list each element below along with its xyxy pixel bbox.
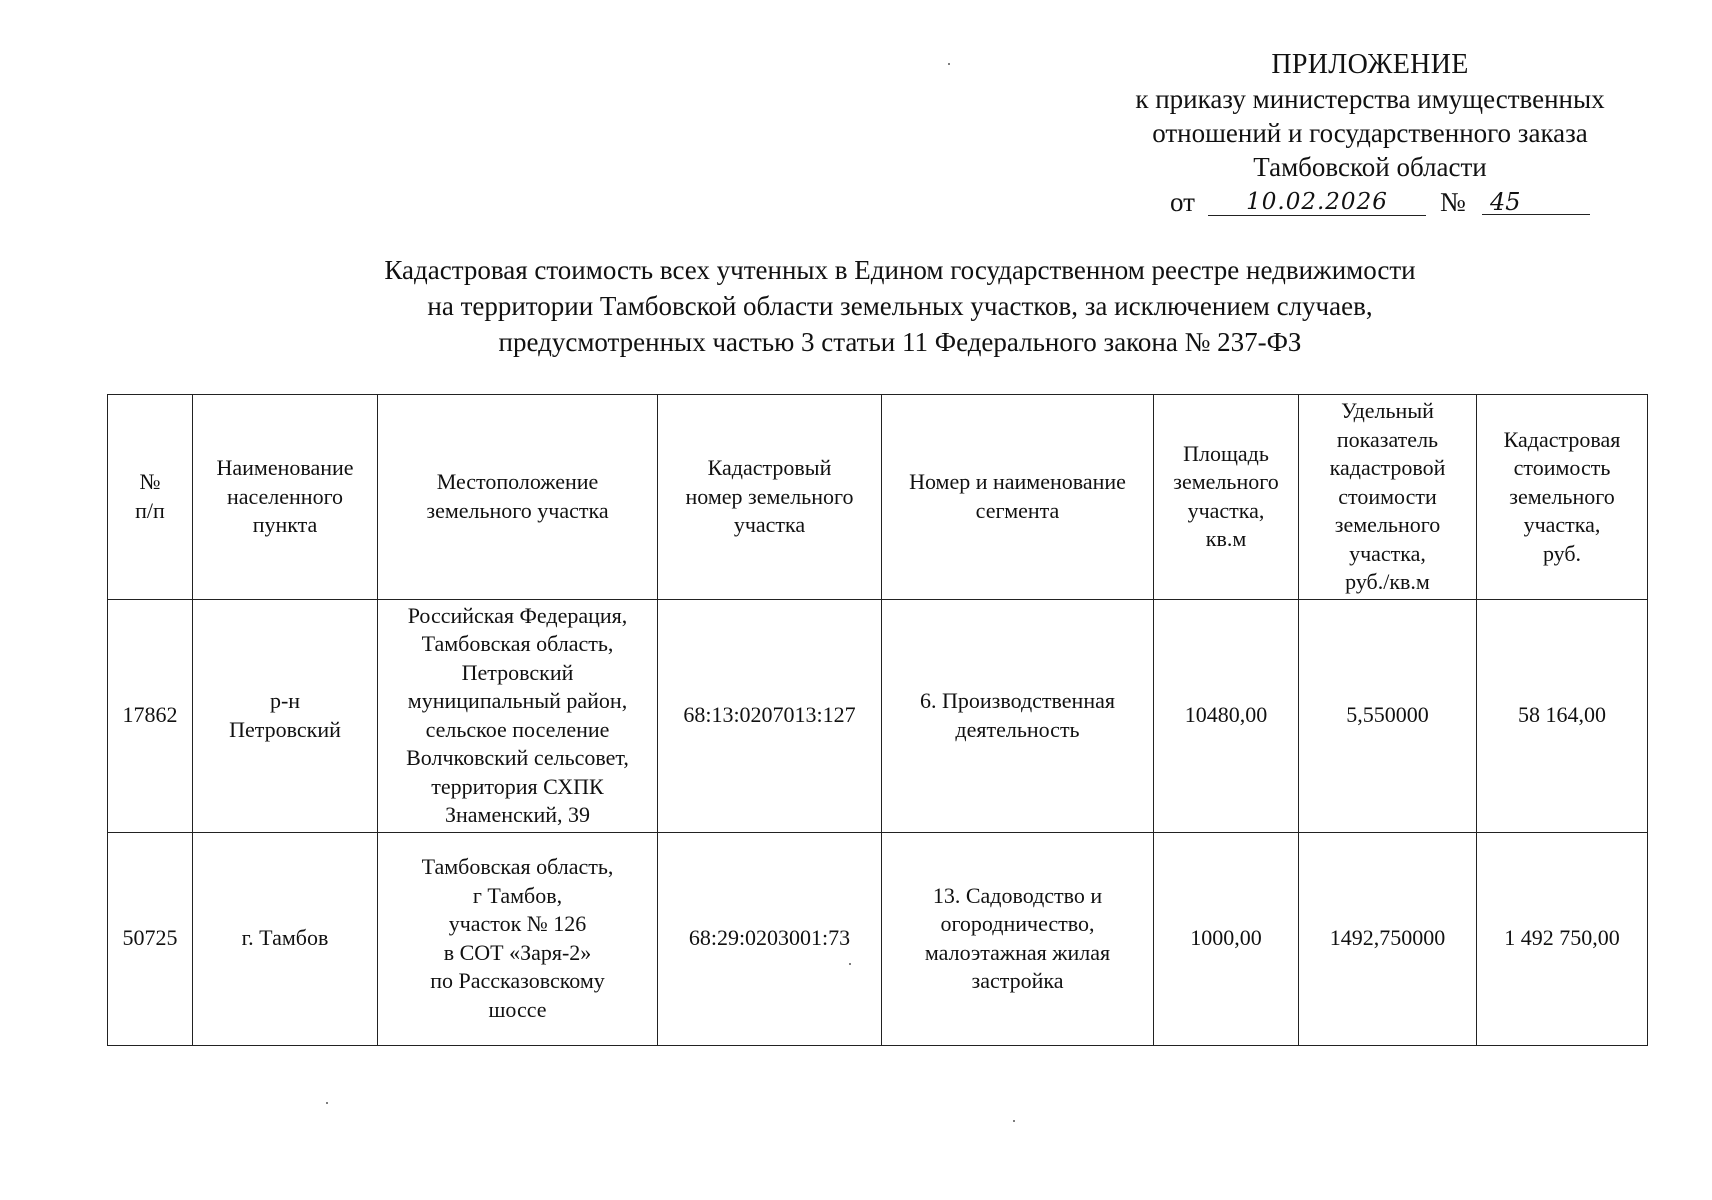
cell-num: 17862: [108, 599, 193, 832]
header-cadastral-value: [1477, 395, 1648, 600]
appendix-block: [1080, 48, 1660, 184]
title-line: предусмотренных частью 3 статьи 11 Федерального закона № 237-ФЗ: [498, 327, 1302, 357]
cell-cadastral-value: 58 164,00: [1477, 599, 1648, 832]
header-line: Местоположение: [436, 469, 599, 495]
cell-unit-value: 5,550000: [1299, 599, 1477, 832]
header-line: Площадь: [1183, 440, 1269, 466]
header-settlement: [193, 395, 378, 600]
cell-settlement: [193, 599, 378, 832]
header-line: пункта: [252, 512, 318, 537]
order-date-number-line: [1170, 185, 1590, 219]
cell-cadastral-number: 68:13:0207013:127: [658, 599, 882, 832]
cell-location: [378, 599, 658, 832]
cell-line: участок № 126: [448, 911, 587, 936]
cell-segment: [882, 832, 1154, 1045]
cell-line: территория СХПК: [431, 773, 604, 799]
appendix-line: Тамбовской области: [1253, 152, 1487, 182]
cell-location: [378, 832, 658, 1045]
header-line: Номер и наименование: [909, 469, 1126, 495]
cell-cadastral-number: 68:29:0203001:73: [658, 832, 882, 1045]
cell-line: деятельность: [955, 716, 1080, 742]
header-num: [108, 395, 193, 600]
header-line: сегмента: [975, 497, 1060, 523]
scan-speck: [849, 963, 851, 965]
header-line: руб./кв.м: [1345, 569, 1430, 594]
title-line: Кадастровая стоимость всех учтенных в Едином государственном реестре недвижимости: [384, 255, 1416, 285]
header-line: стоимость: [1513, 455, 1611, 480]
header-line: участка,: [1349, 540, 1426, 566]
header-line: номер земельного: [685, 483, 854, 509]
table-header-row: [108, 395, 1648, 600]
header-line: Кадастровая: [1503, 426, 1621, 452]
header-line: земельного: [1334, 512, 1441, 537]
header-line: Удельный: [1341, 398, 1434, 423]
header-area: [1154, 395, 1299, 600]
document-title: [300, 252, 1500, 360]
handwritten-order-number: 45: [1482, 185, 1590, 215]
header-line: показатель: [1336, 426, 1439, 452]
cell-line: р-н: [269, 688, 301, 713]
header-line: кадастровой: [1329, 455, 1446, 480]
scan-speck: [948, 63, 950, 65]
cell-line: шоссе: [488, 996, 547, 1022]
header-line: руб.: [1542, 540, 1582, 566]
header-location: [378, 395, 658, 600]
header-line: земельного участка: [426, 497, 609, 523]
scan-speck: [326, 1102, 328, 1104]
appendix-heading: ПРИЛОЖЕНИЕ: [1271, 49, 1469, 80]
cell-area: 1000,00: [1154, 832, 1299, 1045]
cell-line: Петровский: [229, 716, 341, 742]
cell-line: г. Тамбов: [241, 925, 329, 951]
header-line: №: [139, 469, 161, 495]
cell-area: 10480,00: [1154, 599, 1299, 832]
handwritten-date: 10.02.2026: [1208, 185, 1426, 216]
cell-line: в СОТ «Заря-2»: [443, 939, 592, 965]
cell-line: по Рассказовскому: [430, 968, 605, 993]
date-prefix: от: [1170, 187, 1195, 217]
header-line: стоимости: [1338, 483, 1437, 509]
header-line: участка,: [1523, 512, 1601, 537]
cell-line: застройка: [971, 968, 1064, 993]
number-prefix: №: [1440, 187, 1466, 217]
header-line: Наименование: [216, 455, 354, 480]
appendix-line: отношений и государственного заказа: [1152, 118, 1588, 148]
header-line: участка: [733, 512, 806, 537]
header-line: Кадастровый: [707, 455, 832, 480]
header-line: населенного: [226, 483, 344, 509]
cell-settlement: [193, 832, 378, 1045]
cell-line: Волчковский сельсовет,: [406, 745, 629, 770]
header-line: земельного: [1173, 469, 1279, 495]
cadastral-value-table: [107, 394, 1648, 1046]
header-line: п/п: [135, 497, 165, 523]
header-line: участка,: [1187, 497, 1265, 523]
cell-line: Знаменский, 39: [444, 802, 591, 827]
cell-line: 13. Садоводство и: [932, 882, 1103, 908]
header-cadastral-number: [658, 395, 882, 600]
title-line: на территории Тамбовской области земельных участков, за исключением случаев,: [427, 291, 1373, 321]
appendix-line: к приказу министерства имущественных: [1135, 84, 1605, 114]
cell-unit-value: 1492,750000: [1299, 832, 1477, 1045]
cell-line: огородничество,: [940, 911, 1095, 936]
cell-line: г Тамбов,: [472, 882, 563, 908]
header-line: кв.м: [1205, 526, 1247, 552]
cell-line: сельское поселение: [425, 716, 610, 742]
header-unit-value: [1299, 395, 1477, 600]
cell-cadastral-value: 1 492 750,00: [1477, 832, 1648, 1045]
scan-speck: [1013, 1120, 1015, 1122]
cell-line: Петровский: [461, 659, 574, 685]
cell-line: Тамбовская область,: [421, 854, 614, 879]
table-row: [108, 599, 1648, 832]
cell-line: муниципальный район,: [407, 688, 628, 713]
cell-num: 50725: [108, 832, 193, 1045]
header-line: земельного: [1509, 483, 1615, 509]
cell-line: Российская Федерация,: [407, 602, 628, 628]
table-row: [108, 832, 1648, 1045]
cell-segment: [882, 599, 1154, 832]
cell-line: малоэтажная жилая: [924, 939, 1111, 965]
cell-line: Тамбовская область,: [421, 631, 614, 656]
header-segment: [882, 395, 1154, 600]
cell-line: 6. Производственная: [920, 688, 1115, 713]
